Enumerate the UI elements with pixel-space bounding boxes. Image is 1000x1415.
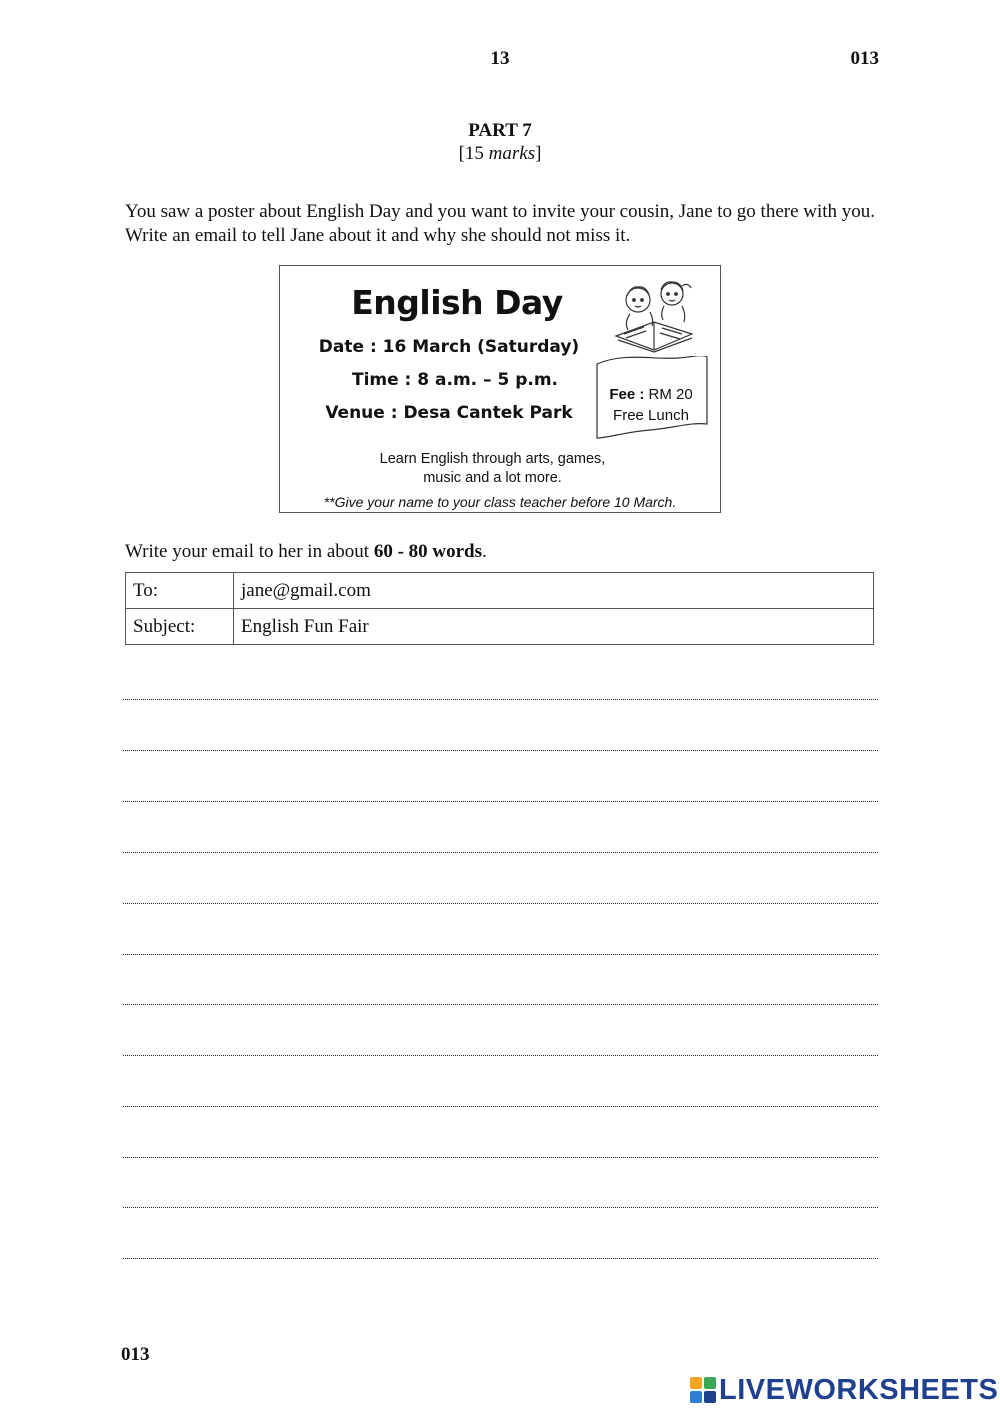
brand-name: LIVEWORKSHEETS: [719, 1373, 999, 1406]
fee-label: Fee :: [609, 386, 645, 403]
liveworksheets-logo-icon: [690, 1377, 716, 1403]
part-title: PART 7: [468, 120, 532, 141]
poster-note: **Give your name to your class teacher before 10 March.: [323, 494, 677, 510]
fee-value: RM 20: [644, 386, 693, 403]
fee-info: [596, 384, 706, 426]
subject-value: English Fun Fair: [234, 609, 874, 645]
poster-description: [350, 450, 635, 488]
free-lunch-text: Free Lunch: [613, 407, 689, 424]
answer-line[interactable]: [123, 1157, 878, 1158]
answer-line[interactable]: [123, 852, 878, 853]
liveworksheets-brand: [690, 1374, 998, 1406]
to-value: jane@gmail.com: [234, 573, 874, 609]
english-day-poster: [279, 265, 721, 513]
email-to-row: [126, 573, 874, 609]
instructions: You saw a poster about English Day and you want to invite your cousin, Jane to go there with you. Write an email to tell Jane about it and why she should not miss it.: [125, 201, 876, 246]
description-line-1: Learn English through arts, games,: [379, 451, 606, 467]
email-subject-row: [126, 609, 874, 645]
poster-venue: Venue : Desa Cantek Park: [325, 403, 573, 423]
answer-line[interactable]: [123, 954, 878, 955]
poster-time: Time : 8 a.m. – 5 p.m.: [351, 370, 559, 390]
answer-line[interactable]: [123, 1004, 878, 1005]
paper-code-bottom: 013: [121, 1344, 150, 1365]
poster-date: Date : 16 March (Saturday): [318, 337, 580, 357]
page-number: 13: [490, 48, 510, 69]
marks-label: [15 marks]: [458, 143, 542, 164]
answer-line[interactable]: [123, 1207, 878, 1208]
answer-line[interactable]: [123, 903, 878, 904]
to-label: To:: [126, 573, 234, 609]
description-line-2: music and a lot more.: [423, 470, 562, 486]
email-header-table: [125, 572, 874, 645]
children-reading-illustration: [610, 276, 700, 354]
answer-line[interactable]: [123, 1258, 878, 1259]
answer-line[interactable]: [123, 1106, 878, 1107]
answer-line[interactable]: [123, 1055, 878, 1056]
subject-label: Subject:: [126, 609, 234, 645]
paper-code-top: 013: [850, 48, 879, 69]
answer-line[interactable]: [123, 750, 878, 751]
answer-line[interactable]: [123, 699, 878, 700]
task-instruction: Write your email to her in about 60 - 80 words.: [125, 541, 487, 562]
answer-line[interactable]: [123, 801, 878, 802]
poster-title: English Day: [351, 283, 563, 322]
